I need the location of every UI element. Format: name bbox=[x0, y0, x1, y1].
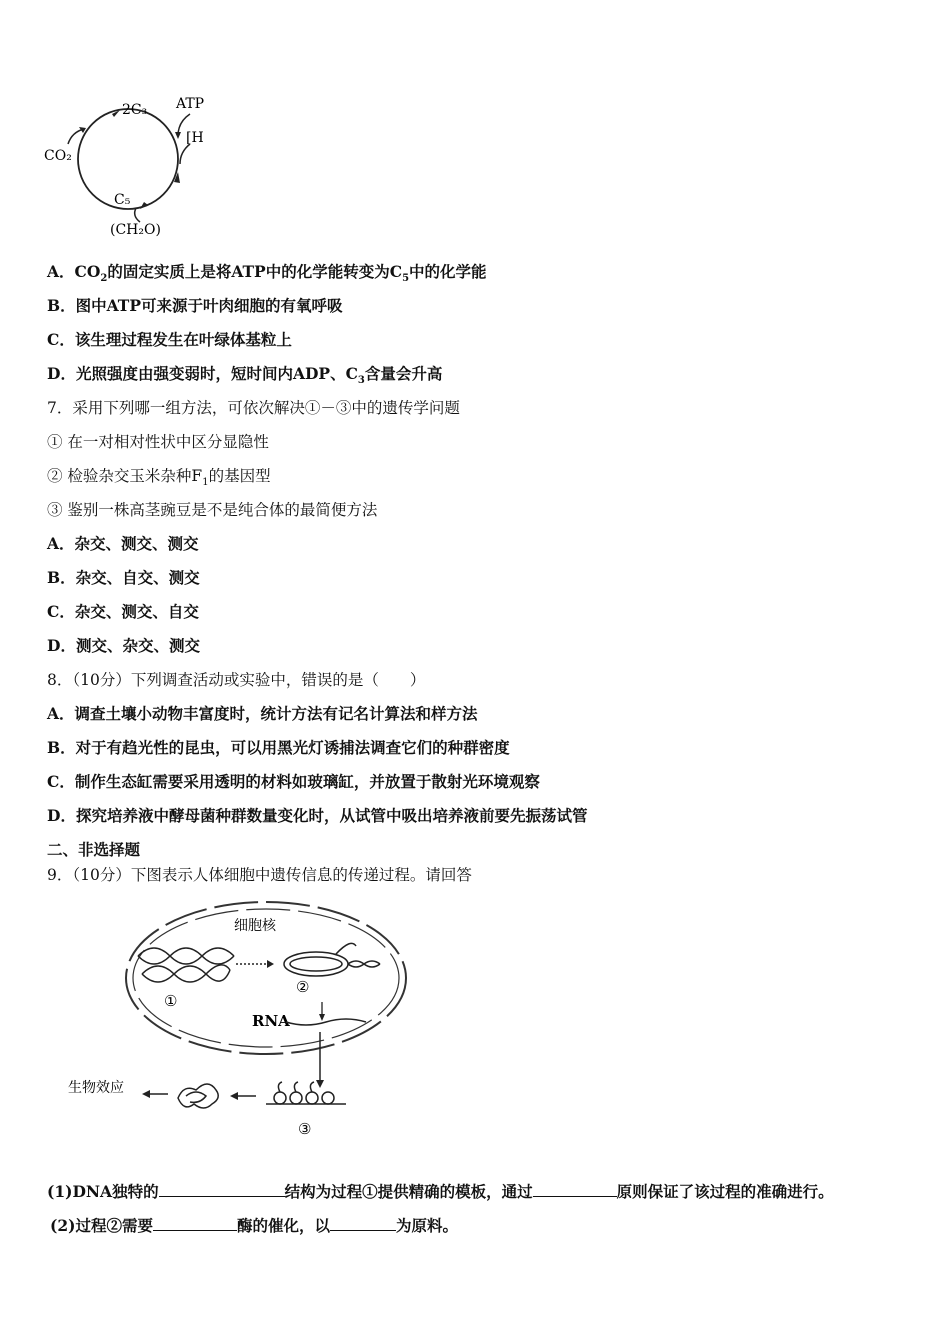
q7-option-b: B．杂交、自交、测交 bbox=[47, 568, 200, 587]
label-3: ③ bbox=[298, 1120, 312, 1138]
ribosomes-on-mrna bbox=[266, 1082, 346, 1104]
q8-stem: 8．（10分）下列调查活动或实验中，错误的是（ ） bbox=[47, 671, 426, 689]
h-label: [H bbox=[186, 130, 204, 146]
q7-option-c: C．杂交、测交、自交 bbox=[47, 602, 199, 621]
ch2o-arrow bbox=[135, 208, 140, 222]
q7-option-d: D．测交、杂交、测交 bbox=[47, 636, 200, 655]
c3-label: 2C₃ bbox=[122, 102, 148, 118]
q7-item-2: ② 检验杂交玉米杂种$F_1$的基因型 bbox=[47, 467, 271, 489]
c5-label: C₅ bbox=[114, 192, 131, 208]
gene-expression-diagram bbox=[66, 898, 416, 1138]
q7-stem: 7．采用下列哪一组方法，可依次解决①－③中的遗传学问题 bbox=[47, 399, 460, 417]
answer-blank[interactable] bbox=[330, 1216, 396, 1231]
transcription-bubble bbox=[284, 943, 380, 976]
q6-option-d: D．光照强度由强变弱时，短时间内ADP、$C_3$含量会升高 bbox=[47, 364, 443, 387]
q8-option-a: A．调查土壤小动物丰富度时，统计方法有记名计算法和样方法 bbox=[47, 704, 478, 723]
ch2o-label: (CH₂O) bbox=[110, 222, 161, 238]
q6-option-c: C．该生理过程发生在叶绿体基粒上 bbox=[47, 330, 292, 349]
q7-item-1: ① 在一对相对性状中区分显隐性 bbox=[47, 433, 269, 451]
atp-label: ATP bbox=[176, 96, 205, 112]
q9-sub-2: (2)过程②需要 酶的催化，以 为原料。 bbox=[50, 1216, 458, 1235]
nucleus-label: 细胞核 bbox=[234, 918, 276, 934]
q9-sub-1: (1)DNA独特的 结构为过程①提供精确的模板，通过 原则保证了该过程的准确进行。 bbox=[47, 1182, 834, 1201]
h-arrow bbox=[180, 144, 190, 164]
q8-option-d: D．探究培养液中酵母菌种群数量变化时，从试管中吸出培养液前要先振荡试管 bbox=[47, 806, 588, 825]
q7-option-a: A．杂交、测交、测交 bbox=[47, 534, 199, 553]
folded-protein bbox=[178, 1084, 218, 1108]
q8-option-b: B．对于有趋光性的昆虫，可以用黑光灯诱捕法调查它们的种群密度 bbox=[47, 738, 510, 757]
label-1: ① bbox=[164, 992, 178, 1010]
answer-blank[interactable] bbox=[159, 1182, 285, 1197]
label-2: ② bbox=[296, 978, 310, 996]
effect-label: 生物效应 bbox=[68, 1080, 124, 1096]
rna-label: RNA bbox=[252, 1012, 290, 1030]
section-title: 二、非选择题 bbox=[47, 840, 141, 859]
cycle-arrow-bottom bbox=[140, 202, 148, 209]
calvin-cycle-diagram bbox=[40, 92, 230, 244]
q6-option-b: B．图中ATP可来源于叶肉细胞的有氧呼吸 bbox=[47, 296, 343, 315]
rna-strand bbox=[286, 1019, 366, 1025]
q7-item-3: ③ 鉴别一株高茎豌豆是不是纯合体的最简便方法 bbox=[47, 501, 378, 519]
dna-helix bbox=[138, 948, 234, 982]
answer-blank[interactable] bbox=[153, 1216, 237, 1231]
q8-option-c: C．制作生态缸需要采用透明的材料如玻璃缸，并放置于散射光环境观察 bbox=[47, 772, 540, 791]
q9-stem: 9．（10分）下图表示人体细胞中遗传信息的传递过程。请回答 bbox=[47, 866, 472, 884]
q6-option-a: A．$CO_2$的固定实质上是将ATP中的化学能转变为$C_5$中的化学能 bbox=[47, 262, 487, 285]
answer-blank[interactable] bbox=[533, 1182, 617, 1197]
co2-label: CO₂ bbox=[44, 148, 72, 164]
